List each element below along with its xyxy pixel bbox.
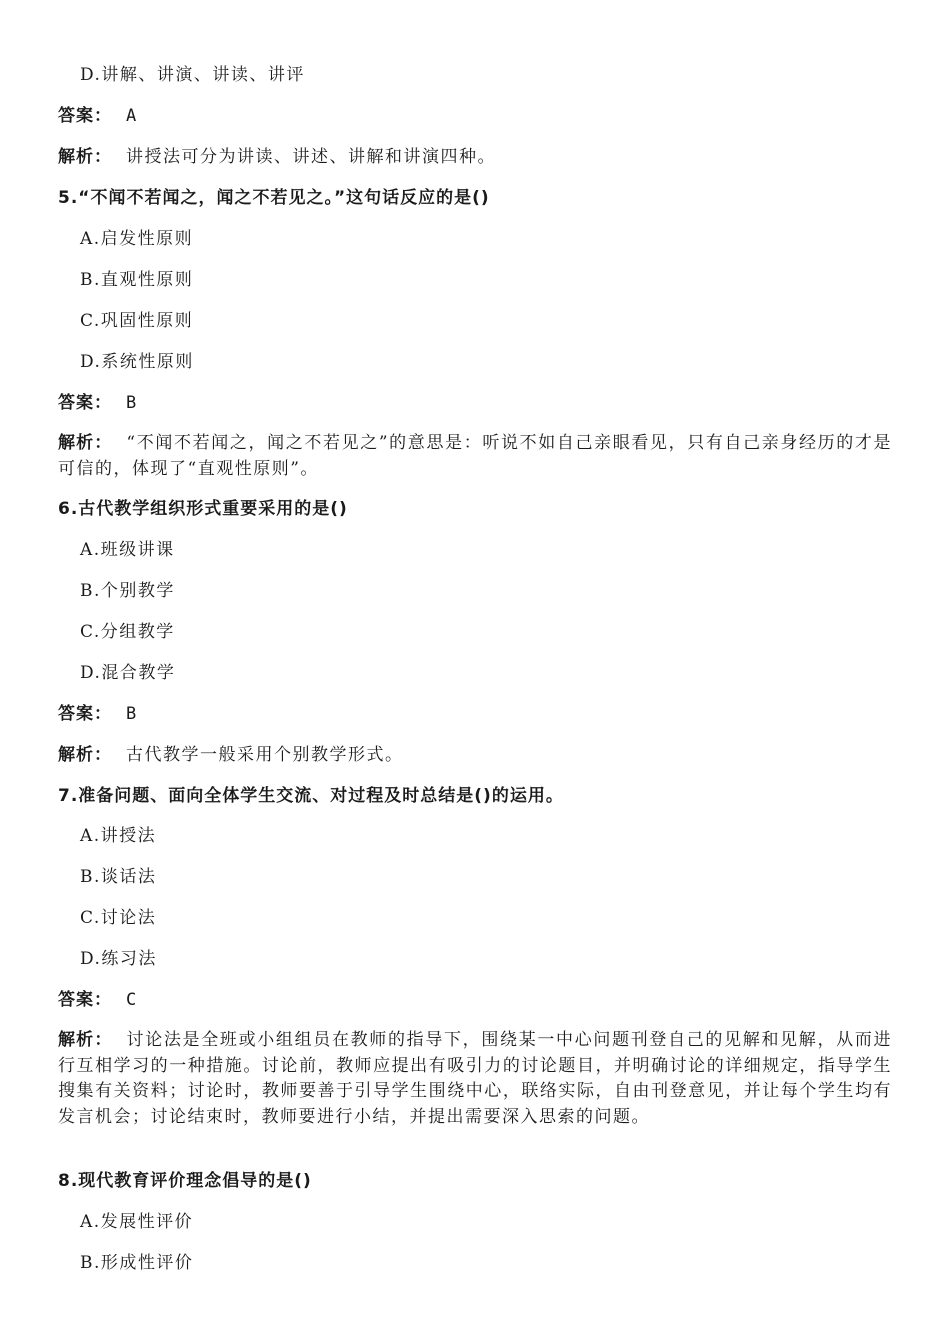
q7-answer [58, 989, 138, 1011]
q6-option-b: B.个别教学 [80, 581, 175, 601]
answer-label: 答案： [58, 106, 112, 126]
answer-value: B [126, 393, 138, 413]
q5-answer [58, 392, 138, 414]
q6-option-d: D.混合教学 [80, 663, 176, 683]
analysis-label: 解析： [58, 1030, 113, 1050]
q7-option-c: C.讨论法 [80, 908, 157, 928]
q6-option-a: A.班级讲课 [80, 540, 175, 560]
q6-answer [58, 703, 138, 725]
q8-question: 8.现代教育评价理念倡导的是() [58, 1171, 312, 1191]
q5-option-a: A.启发性原则 [80, 229, 194, 249]
q6-option-c: C.分组教学 [80, 622, 175, 642]
answer-value: B [126, 704, 138, 724]
q4-option-d: D.讲解、讲演、讲读、讲评 [80, 65, 305, 85]
analysis-text: “不闻不若闻之，闻之不若见之”的意思是：听说不如自己亲眼看见，只有自己亲身经历的才是可信的，体现了“直观性原则”。 [58, 433, 892, 479]
q7-option-b: B.谈话法 [80, 867, 157, 887]
q5-option-b: B.直观性原则 [80, 270, 194, 290]
answer-label: 答案： [58, 393, 112, 413]
analysis-label: 解析： [58, 147, 112, 167]
analysis-label: 解析： [58, 745, 112, 765]
q8-option-b: B.形成性评价 [80, 1253, 194, 1273]
q5-option-c: C.巩固性原则 [80, 311, 194, 331]
q6-question: 6.古代教学组织形式重要采用的是() [58, 499, 348, 519]
q6-analysis [58, 744, 404, 766]
answer-label: 答案： [58, 990, 112, 1010]
q5-analysis [58, 431, 892, 482]
q7-analysis [58, 1028, 892, 1130]
q4-analysis [58, 146, 496, 168]
answer-label: 答案： [58, 704, 112, 724]
analysis-text: 古代教学一般采用个别教学形式。 [126, 745, 404, 765]
answer-value: A [126, 106, 138, 126]
q7-option-a: A.讲授法 [80, 826, 157, 846]
q7-question: 7.准备问题、面向全体学生交流、对过程及时总结是()的运用。 [58, 786, 564, 806]
q4-answer [58, 105, 138, 127]
q7-option-d: D.练习法 [80, 949, 157, 969]
q8-option-a: A.发展性评价 [80, 1212, 194, 1232]
analysis-label: 解析： [58, 433, 113, 453]
q5-question: 5.“不闻不若闻之，闻之不若见之。”这句话反应的是() [58, 188, 490, 208]
q5-option-d: D.系统性原则 [80, 352, 194, 372]
answer-value: C [126, 990, 138, 1010]
analysis-text: 讨论法是全班或小组组员在教师的指导下，围绕某一中心问题刊登自己的见解和见解，从而进行互相学习的一种措施。讨论前，教师应提出有吸引力的讨论题目，并明确讨论的详细规定，指导学生搜集有关资料；讨论时，教师要善于引导学生围绕中心，联络实际，自由刊登意见，并让每个学生均有发言机会；讨论结束时，教师要进行小结，并提出需要深入思索的问题。 [58, 1030, 893, 1127]
analysis-text: 讲授法可分为讲读、讲述、讲解和讲演四种。 [126, 147, 496, 167]
